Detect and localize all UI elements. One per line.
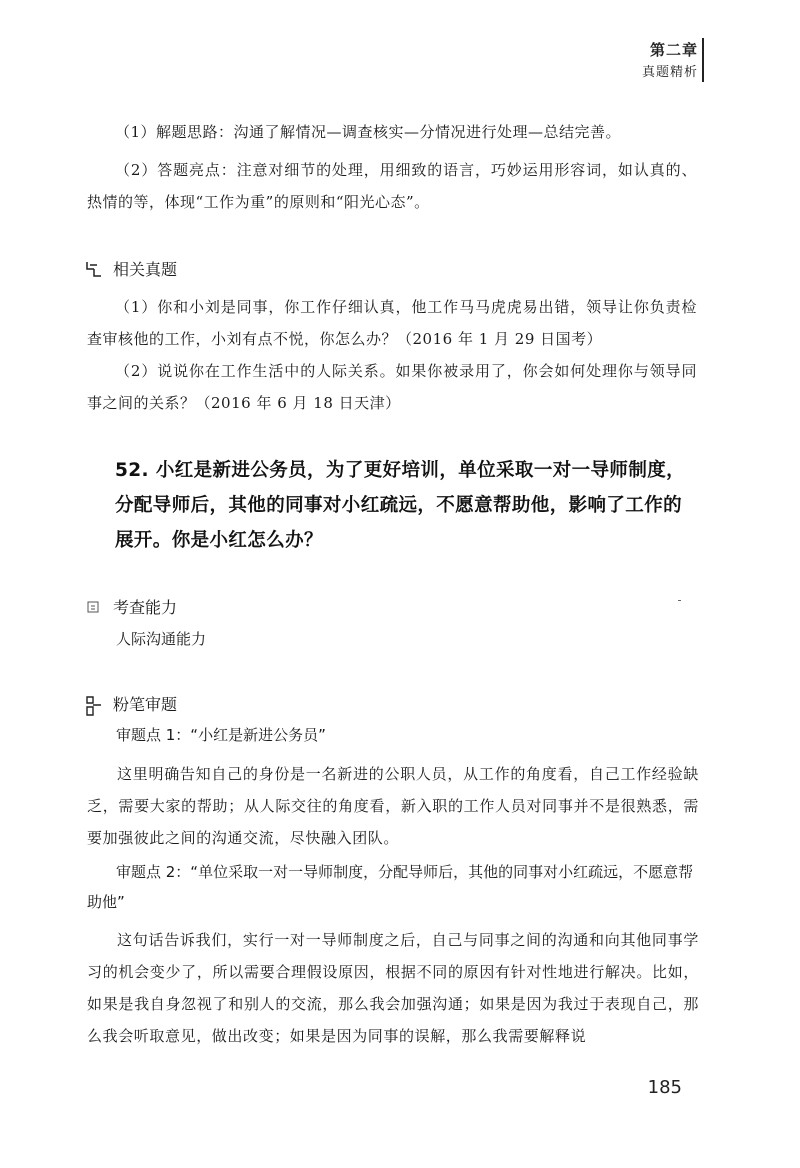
analysis-icon bbox=[85, 695, 103, 713]
running-header bbox=[642, 38, 698, 84]
answer-highlight-paragraph: （2）答题亮点：注意对细节的处理，用细致的语言，巧妙运用形容词，如认真的、热情的等，体现“工作为重”的原则和“阳光心态”。 bbox=[87, 161, 697, 211]
related-questions-title: 相关真题 bbox=[113, 260, 178, 279]
ability-heading bbox=[85, 595, 177, 618]
solution-idea-paragraph: （1）解题思路：沟通了解情况—调查核实—分情况进行处理—总结完善。 bbox=[115, 123, 622, 141]
page-number: 185 bbox=[647, 1077, 682, 1098]
analysis-point-1-body: 这里明确告知自己的身份是一名新进的公职人员，从工作的角度看，自己工作经验缺乏，需要大家的帮助；从人际交往的角度看，新入职的工作人员对同事并不是很熟悉，需要加强彼此之间的沟通交流，尽快融入团队。 bbox=[87, 765, 699, 847]
related-question-item: （1）你和小刘是同事，你工作仔细认真，他工作马马虎虎易出错，领导让你负责检查审核他的工作，小刘有点不悦，你怎么办？（2016 年 1 月 29 日国考） bbox=[87, 298, 697, 348]
question-52: 52. 小红是新进公务员，为了更好培训，单位采取一对一导师制度，分配导师后，其他的同事对小红疏远，不愿意帮助他，影响了工作的展开。你是小红怎么办？ bbox=[115, 460, 686, 551]
stray-mark bbox=[678, 600, 681, 601]
analysis-point-2-body: 这句话告诉我们，实行一对一导师制度之后，自己与同事之间的沟通和向其他同事学习的机会变少了，所以需要合理假设原因，根据不同的原因有针对性地进行解决。比如，如果是我自身忽视了和别人的交流，那么我会加强沟通；如果是因为我过于表现自己，那么我会听取意见，做出改变；如果是因为同事的误解，那么我需要解释说 bbox=[87, 931, 699, 1045]
ability-icon bbox=[85, 598, 103, 616]
ability-value: 人际沟通能力 bbox=[116, 630, 207, 648]
related-question-item: （2）说说你在工作生活中的人际关系。如果你被录用了，你会如何处理你与领导同事之间的关系？（2016 年 6 月 18 日天津） bbox=[87, 362, 697, 412]
analysis-point-2-label: 审题点 2：“单位采取一对一导师制度，分配导师后，其他的同事对小红疏远，不愿意帮助他” bbox=[87, 863, 694, 911]
section-title: 真题精析 bbox=[641, 65, 698, 80]
chapter-title: 第二章 bbox=[649, 41, 698, 59]
ability-title: 考查能力 bbox=[113, 598, 178, 617]
analysis-point-1-label: 审题点 1：“小红是新进公务员” bbox=[116, 726, 326, 744]
analysis-title: 粉笔审题 bbox=[113, 695, 178, 714]
analysis-heading bbox=[85, 692, 177, 715]
related-questions-heading bbox=[85, 257, 177, 280]
header-rule bbox=[702, 38, 704, 82]
related-questions-icon bbox=[85, 260, 103, 278]
